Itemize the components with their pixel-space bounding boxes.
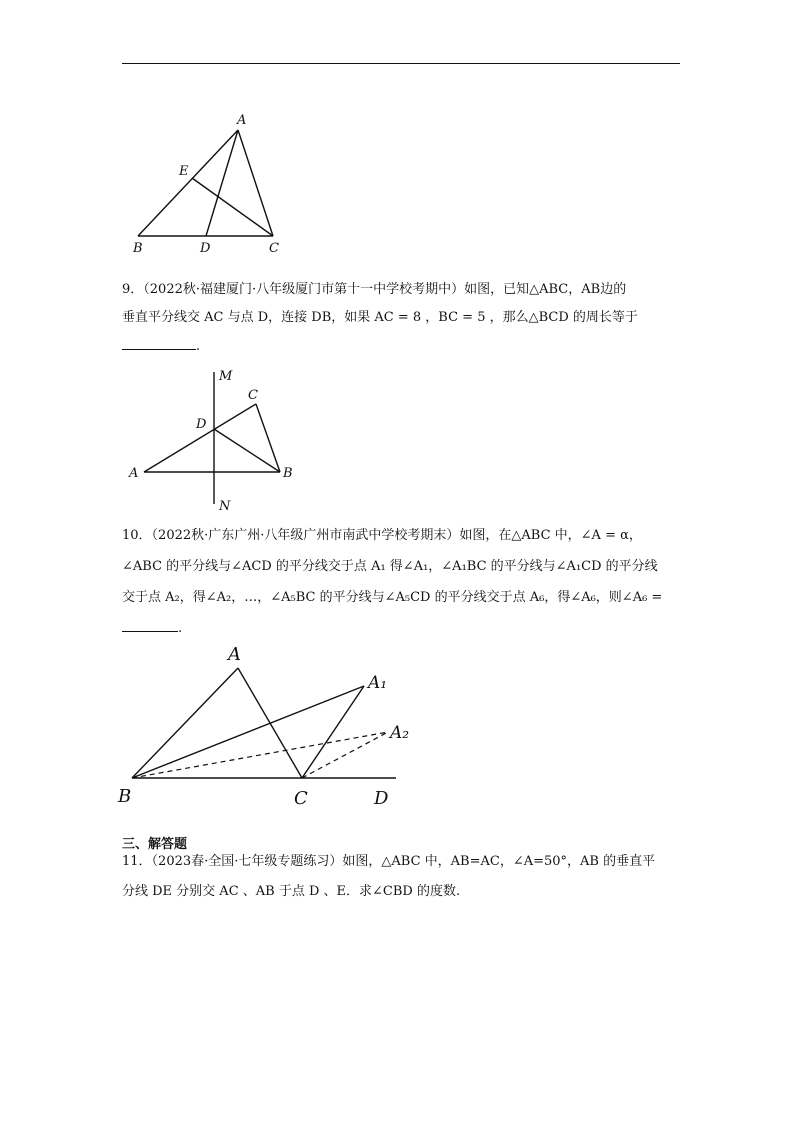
q9-answer-blank[interactable] (122, 337, 196, 350)
header-rule (122, 63, 680, 64)
q11-line-1: 11．（2023春·全国·七年级专题练习）如图，△ABC 中，AB=AC，∠A=50°，AB 的垂直平 (122, 854, 656, 869)
label-a: A (129, 466, 139, 481)
label-d: D (196, 417, 207, 432)
figure-3-svg (112, 636, 422, 812)
label-d: D (374, 788, 389, 809)
section-heading: 三、解答题 (122, 837, 188, 852)
segment-ec (192, 178, 273, 236)
figure-2-svg (120, 364, 310, 514)
q9-line-3 (122, 337, 200, 356)
q10-line-2: ∠ABC 的平分线与∠ACD 的平分线交于点 A₁ 得∠A₁，∠A₁BC 的平分线与∠A₁CD 的平分线 (122, 559, 658, 574)
figure-3-angle-bisectors (112, 636, 422, 812)
segment-ad (206, 130, 238, 236)
label-e: E (179, 164, 189, 179)
q9-period: . (196, 339, 201, 354)
q11-line-2: 分线 DE 分别交 AC 、AB 于点 D 、E．求∠CBD 的度数. (122, 884, 461, 899)
figure-2-perpendicular-bisector (120, 364, 310, 514)
label-b: B (133, 241, 143, 256)
label-a2: A₂ (390, 723, 410, 743)
q10-line-1: 10．（2022秋·广东广州·八年级广州市南武中学校考期末）如图，在△ABC 中，∠A = α， (122, 528, 642, 543)
label-c: C (269, 241, 279, 256)
q10-period: . (178, 621, 183, 636)
q10-line-3: 交于点 A₂，得∠A₂，…，∠A₅BC 的平分线与∠A₅CD 的平分线交于点 A₆，得∠A₆，则∠A₆ = (122, 590, 663, 605)
label-a1: A₁ (368, 673, 388, 693)
label-m: M (219, 369, 233, 384)
label-c: C (248, 388, 258, 403)
label-a: A (237, 113, 247, 128)
label-n: N (219, 499, 231, 514)
segment-ca2-dashed (302, 732, 388, 778)
segment-cb (256, 404, 280, 472)
figure-1-svg (130, 108, 290, 260)
segment-ca1 (302, 686, 364, 778)
label-b: B (283, 466, 293, 481)
segment-ba1 (132, 686, 364, 778)
q10-answer-blank[interactable] (122, 619, 178, 632)
segment-ac (144, 404, 256, 472)
segment-ab (138, 130, 238, 236)
label-d: D (200, 241, 211, 256)
label-c: C (294, 788, 308, 809)
q9-line-1: 9．（2022秋·福建厦门·八年级厦门市第十一中学校考期中）如图，已知△ABC，AB边的 (122, 282, 627, 297)
label-a: A (228, 644, 241, 665)
segment-db (214, 429, 280, 472)
figure-1-triangle (130, 108, 290, 260)
segment-ac (238, 130, 273, 236)
q9-line-2: 垂直平分线交 AC 与点 D，连接 DB，如果 AC = 8 ，BC = 5 ，那么△BCD 的周长等于 (122, 310, 638, 325)
label-b: B (118, 786, 132, 807)
